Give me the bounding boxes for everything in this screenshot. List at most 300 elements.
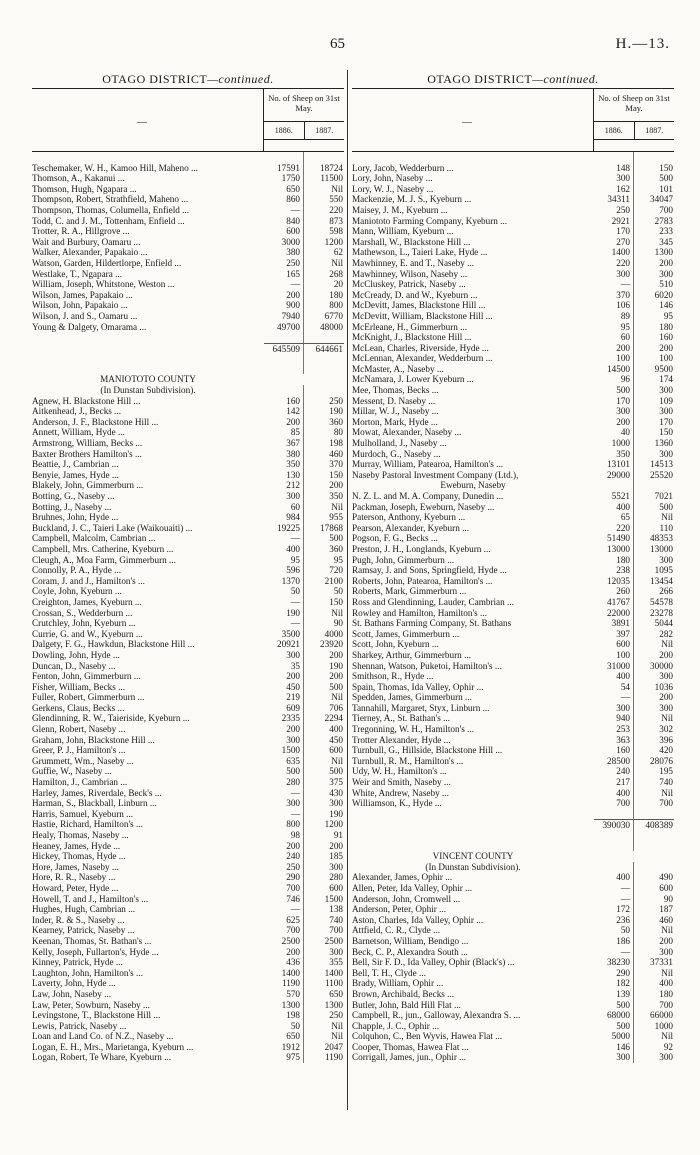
- table-row: [352, 502, 674, 513]
- sheep-1887: 300: [659, 1052, 673, 1063]
- table-row: [32, 1010, 344, 1021]
- table-row: [32, 555, 344, 566]
- owner-name: Howell, T. and J., Hamilton's ...: [32, 893, 149, 904]
- owner-name: Mulholland, J., Naseby ...: [352, 438, 447, 449]
- sheep-1887: 100: [659, 353, 673, 364]
- table-row: [352, 947, 674, 958]
- table-row: [352, 639, 674, 650]
- owner-name: Beattie, J., Cambrian ...: [32, 459, 119, 470]
- owner-name: Hughes, Hugh, Cambrian ...: [32, 904, 136, 915]
- owner-name: Brady, William, Ophir ...: [352, 978, 444, 989]
- sheep-1887: [304, 152, 344, 163]
- owner-name: McKnight, J., Blackstone Hill ...: [352, 332, 472, 343]
- sheep-1887: 400: [329, 724, 343, 735]
- sheep-1886: 17591: [264, 163, 304, 174]
- table-row: [352, 1031, 674, 1042]
- sheep-1887: 490: [659, 872, 673, 883]
- owner-name: Inder, R. & S., Naseby ...: [32, 914, 125, 925]
- owner-name: Baxter Brothers Hamilton's ...: [32, 448, 142, 459]
- sheep-1886: 19225: [264, 523, 304, 534]
- owner-name: Mee, Thomas, Becks ...: [352, 385, 439, 396]
- sheep-1887: 800: [329, 300, 343, 311]
- sheep-1887: 92: [663, 1041, 673, 1052]
- sheep-1887: 500: [659, 173, 673, 184]
- table-row: [352, 671, 674, 682]
- table-row: [32, 247, 344, 258]
- sheep-1886: 400: [594, 872, 634, 883]
- owner-name: McLean, Charles, Riverside, Hyde ...: [352, 342, 489, 353]
- sheep-1886: 100: [594, 353, 634, 364]
- sheep-1887: 300: [659, 946, 673, 957]
- sheep-1887: 500: [329, 533, 343, 544]
- sheep-1887: 1300: [324, 999, 343, 1010]
- owner-name: Rowley and Hamilton, Hamilton's ...: [352, 607, 487, 618]
- sheep-1887: Nil: [331, 607, 343, 618]
- table-row: [32, 1052, 344, 1063]
- table-row: [32, 502, 344, 513]
- sheep-1886: 570: [264, 989, 304, 1000]
- table-row: [32, 947, 344, 958]
- owner-name: Fuller, Robert, Gimmerburn ...: [32, 692, 145, 703]
- table-row: [352, 682, 674, 693]
- owner-name: Buckland, J. C., Taieri Lake (Waikouaiti) ...: [32, 522, 193, 533]
- sheep-1886: —: [594, 279, 634, 290]
- sheep-1886: 500: [594, 385, 634, 396]
- sheep-1886: 300: [594, 173, 634, 184]
- sheep-1886: 300: [264, 798, 304, 809]
- sheep-1886: 270: [594, 237, 634, 248]
- sheep-1887: 160: [659, 332, 673, 343]
- owner-name: Pogson, F. G., Becks ...: [352, 533, 438, 544]
- owner-name: Hore, James, Naseby ...: [32, 861, 119, 872]
- sheep-1887: 4000: [324, 628, 343, 639]
- sheep-1886: 1750: [264, 173, 304, 184]
- owner-name: Lory, W. J., Naseby ...: [352, 183, 434, 194]
- owner-name: Beck, C. P., Alexandra South ...: [352, 946, 468, 957]
- table-row: [32, 608, 344, 619]
- table-row: [352, 777, 674, 788]
- left-column: [32, 70, 344, 1063]
- owner-name: Weir and Smith, Naseby ...: [352, 777, 451, 788]
- sheep-1887: 18724: [320, 162, 343, 173]
- owner-name: Alexander, James, Ophir ...: [352, 872, 453, 883]
- sheep-1887: 80: [333, 427, 343, 438]
- owner-name: Law, John, Naseby ...: [32, 988, 112, 999]
- sheep-1887: 5044: [654, 618, 673, 629]
- sheep-1886: 450: [264, 682, 304, 693]
- subheading-text: (In Dunstan Subdivision).: [100, 385, 196, 396]
- sheep-1886: [264, 152, 304, 163]
- owner-name: Thomson, Hugh, Ngapara ...: [32, 183, 137, 194]
- sheep-1887: 14513: [650, 459, 673, 470]
- table-row: [32, 978, 344, 989]
- sheep-1886: 2500: [264, 936, 304, 947]
- owner-name: Scott, James, Gimmerburn ...: [352, 628, 460, 639]
- table-body: [32, 152, 344, 1063]
- table-row: [32, 459, 344, 470]
- owner-name: Hastie, Richard, Hamilton's ...: [32, 819, 143, 830]
- year-1887-header: 1887.: [645, 126, 664, 135]
- sheep-1887: 706: [329, 702, 343, 713]
- table-row: [352, 163, 674, 174]
- sheep-1887: 300: [659, 406, 673, 417]
- sheep-1887: 200: [329, 480, 343, 491]
- owner-name: Anderson, Peter, Ophir ...: [352, 904, 447, 915]
- owner-name: Connolly, P. A., Hyde ...: [32, 565, 121, 576]
- sheep-1886: 300: [594, 1052, 634, 1063]
- sheep-1886: 200: [594, 417, 634, 428]
- sheep-1887: 600: [329, 745, 343, 756]
- sheep-1886: [264, 353, 304, 364]
- sheep-1887: 200: [659, 692, 673, 703]
- sheep-1886: 240: [264, 851, 304, 862]
- sheep-1887: 200: [329, 671, 343, 682]
- sheep-count-title: No. of Sheep on 31st May.: [264, 89, 344, 122]
- sheep-1887: 1200: [324, 236, 343, 247]
- owner-name: Laverty, John, Hyde ...: [32, 978, 116, 989]
- table-row: [32, 406, 344, 417]
- owner-name: Spedden, James, Gimmerburn ...: [352, 692, 472, 703]
- right-column: [352, 70, 674, 1063]
- table-row: [32, 724, 344, 735]
- owner-name: Crossan, S., Wedderburn ...: [32, 607, 133, 618]
- owner-name: Millar, W. J., Naseby ...: [352, 406, 439, 417]
- sheep-1887: 740: [659, 777, 673, 788]
- sheep-1886: 182: [594, 978, 634, 989]
- table-row: [352, 597, 674, 608]
- owner-name: McCluskey, Patrick, Naseby ...: [352, 279, 466, 290]
- owner-name: Bell, Sir F. D., Ida Valley, Ophir (Black's) ...: [352, 957, 515, 968]
- table-row: [352, 904, 674, 915]
- owner-name: Mawhinney, Wilson, Naseby ...: [352, 268, 468, 279]
- sheep-1886: 190: [264, 608, 304, 619]
- owner-name: Armstrong, William, Becks ...: [32, 438, 143, 449]
- sheep-1886: 85: [264, 427, 304, 438]
- county-heading-text: VINCENT COUNTY: [432, 851, 514, 862]
- sheep-1887: Nil: [661, 967, 673, 978]
- sheep-1886: 212: [264, 480, 304, 491]
- table-row: [352, 385, 674, 396]
- table-row: [352, 661, 674, 672]
- sheep-1887: 720: [329, 565, 343, 576]
- sheep-1886: 400: [264, 544, 304, 555]
- owner-name: Fisher, William, Becks ...: [32, 681, 125, 692]
- table-row: [32, 417, 344, 428]
- sheep-1886: 645509: [264, 343, 304, 354]
- sheep-1887: 150: [329, 469, 343, 480]
- sheep-1886: —: [264, 279, 304, 290]
- owner-name: Creighton, James, Kyeburn ...: [32, 596, 142, 607]
- sheep-1887: 2100: [324, 575, 343, 586]
- sheep-1886: 635: [264, 756, 304, 767]
- sheep-1886: 240: [594, 766, 634, 777]
- sheep-1886: 596: [264, 565, 304, 576]
- sheep-1886: 370: [594, 290, 634, 301]
- owner-name: Corrigall, James, jun., Ophir ...: [352, 1052, 467, 1063]
- owner-name: Smithson, R., Hyde ...: [352, 671, 434, 682]
- table-row: [352, 533, 674, 544]
- owner-name: Dowling, John, Hyde ...: [32, 649, 120, 660]
- sheep-1886: 250: [264, 862, 304, 873]
- table-row: [352, 968, 674, 979]
- owner-name: Heaney, James, Hyde ...: [32, 840, 121, 851]
- table-row: [352, 417, 674, 428]
- table-row: [352, 343, 674, 354]
- owner-name: [352, 841, 594, 852]
- sheep-1887: 450: [329, 734, 343, 745]
- district-title: [352, 70, 674, 88]
- table-row: [32, 766, 344, 777]
- table-row: [32, 830, 344, 841]
- owner-name: [32, 364, 264, 375]
- sheep-1886: 609: [264, 703, 304, 714]
- sheep-1887: 146: [659, 300, 673, 311]
- sheep-1886: 840: [264, 216, 304, 227]
- sheep-1887: 500: [329, 681, 343, 692]
- total-row: [352, 819, 674, 830]
- sheep-1886: 160: [594, 745, 634, 756]
- sheep-1886: 95: [594, 322, 634, 333]
- table-row: [352, 565, 674, 576]
- sheep-1886: 40: [594, 427, 634, 438]
- owner-name: Marshall, W., Blackstone Hill ...: [352, 236, 471, 247]
- owner-name: Coram, J. and J., Hamilton's ...: [32, 575, 145, 586]
- table-row: [352, 1021, 674, 1032]
- table-row: [352, 608, 674, 619]
- owner-name: Mann, William, Kyeburn ...: [352, 226, 454, 237]
- sheep-1887: 408389: [634, 819, 674, 830]
- sheep-1887: 598: [329, 226, 343, 237]
- owner-name: Thompson, Thomas, Columella, Enfield ...: [32, 204, 190, 215]
- sheep-1887: 13000: [650, 543, 673, 554]
- owner-name: Mowat, Alexander, Naseby ...: [352, 427, 462, 438]
- sheep-1887: 48000: [320, 321, 343, 332]
- owner-name: Greer, P. J., Hamilton's ...: [32, 745, 126, 756]
- table-row: [352, 713, 674, 724]
- owner-name: Anderson, J. F., Blackstone Hill ...: [32, 416, 159, 427]
- sheep-1887: 600: [659, 882, 673, 893]
- owner-name: Walker, Alexander, Papakaio ...: [32, 247, 148, 258]
- table-row: [32, 989, 344, 1000]
- year-1886-header: 1886.: [264, 122, 305, 139]
- owner-name: Kelly, Joseph, Fullarton's, Hyde ...: [32, 946, 159, 957]
- sheep-1887: Nil: [661, 1031, 673, 1042]
- table-row: [352, 989, 674, 1000]
- owner-name: Messent, D. Naseby ...: [352, 395, 436, 406]
- table-row: [352, 205, 674, 216]
- owner-name: [32, 343, 264, 354]
- table-row: [352, 438, 674, 449]
- year-1887-header: 1887.: [315, 126, 334, 135]
- sheep-1887: 20: [333, 279, 343, 290]
- table-row: [352, 523, 674, 534]
- sheep-1886: 2921: [594, 216, 634, 227]
- sheep-1887: 180: [659, 988, 673, 999]
- owner-name: Mawhinney, E. and T., Naseby ...: [352, 257, 475, 268]
- owner-name: McErleane, H., Gimmerburn ...: [352, 321, 468, 332]
- page-code: H.—13.: [615, 36, 670, 52]
- table-row: [352, 756, 674, 767]
- sheep-1887: Nil: [661, 787, 673, 798]
- table-row: [32, 205, 344, 216]
- sheep-1886: 41767: [594, 597, 634, 608]
- sheep-1887: 700: [659, 204, 673, 215]
- name-column-header: —: [137, 117, 147, 128]
- owner-name: Harman, S., Blackball, Linburn ...: [32, 798, 157, 809]
- sheep-1887: 200: [659, 649, 673, 660]
- sheep-1887: 200: [329, 649, 343, 660]
- sheep-1886: 49700: [264, 322, 304, 333]
- owner-name: Levingstone, T., Blackstone Hill ...: [32, 1010, 161, 1021]
- sheep-1886: 300: [594, 406, 634, 417]
- owner-name: Lory, Jacob, Wedderburn ...: [352, 162, 454, 173]
- table-row: [352, 894, 674, 905]
- sheep-1886: 160: [264, 396, 304, 407]
- table-row: [352, 311, 674, 322]
- owner-name: Campbell, Mrs. Catherine, Kyeburn ...: [32, 543, 174, 554]
- table-row: [352, 576, 674, 587]
- sheep-1887: Nil: [331, 501, 343, 512]
- table-row: [352, 1042, 674, 1053]
- owner-name: Trotter, R. A., Hillgrove ...: [32, 226, 130, 237]
- sheep-1887: 190: [329, 406, 343, 417]
- sheep-1886: 200: [264, 841, 304, 852]
- table-row: [32, 798, 344, 809]
- table-row: [32, 915, 344, 926]
- owner-name: Botting, G., Naseby ...: [32, 491, 115, 501]
- owner-name: Guffie, W., Naseby ...: [32, 766, 112, 777]
- table-row: [32, 639, 344, 650]
- sheep-1886: —: [264, 904, 304, 915]
- sheep-1887: 1100: [324, 978, 343, 989]
- spacer-row: [32, 364, 344, 375]
- table-row: [32, 576, 344, 587]
- sheep-1887: 200: [659, 935, 673, 946]
- sheep-1886: 29000: [594, 470, 634, 481]
- owner-name: Campbell, Malcolm, Cambrian ...: [32, 533, 156, 544]
- sheep-1887: 170: [659, 416, 673, 427]
- sheep-1887: 300: [659, 385, 673, 396]
- sheep-1886: —: [264, 788, 304, 799]
- sheep-1887: 1095: [654, 565, 673, 576]
- sheep-1887: 400: [659, 978, 673, 989]
- owner-name: Thompson, Robert, Strathfield, Maheno ...: [32, 194, 189, 205]
- county-heading: [352, 851, 674, 862]
- table-row: [32, 427, 344, 438]
- sheep-1887: 300: [659, 554, 673, 565]
- owner-name: Healy, Thomas, Naseby ...: [32, 830, 129, 840]
- sheep-1886: 400: [594, 671, 634, 682]
- sheep-1887: 375: [329, 777, 343, 788]
- table-row: [352, 788, 674, 799]
- owner-name: Brown, Archibald, Becks ...: [352, 988, 455, 999]
- sheep-1887: 300: [659, 671, 673, 682]
- owner-name: Turnbull, R. M., Hamilton's ...: [352, 755, 464, 766]
- sheep-1886: 165: [264, 269, 304, 280]
- owner-name: Mackenzie, M. J. S., Kyeburn ...: [352, 194, 472, 205]
- table-row: [32, 533, 344, 544]
- sheep-1887: [304, 364, 344, 375]
- empty-cell-1887: [304, 385, 344, 396]
- sheep-1886: 860: [264, 194, 304, 205]
- sheep-1887: 1300: [654, 247, 673, 258]
- owner-name: [352, 152, 594, 163]
- sheep-1887: 266: [659, 586, 673, 597]
- table-row: [352, 978, 674, 989]
- sheep-1887: 91: [333, 830, 343, 840]
- table-row: [352, 925, 674, 936]
- sheep-1886: 170: [594, 396, 634, 407]
- sheep-1887: 180: [329, 289, 343, 300]
- owner-name: Teschemaker, W. H., Kamoo Hill, Maheno ...: [32, 162, 198, 173]
- owner-name: Trotter Alexander, Hyde ...: [352, 734, 451, 745]
- sheep-1887: 17868: [320, 522, 343, 533]
- sheep-1886: 650: [264, 1031, 304, 1042]
- owner-name: Paterson, Anthony, Kyeburn ...: [352, 512, 466, 523]
- sheep-1886: 95: [264, 555, 304, 566]
- table-row: [32, 1000, 344, 1011]
- sheep-1887: 37331: [650, 957, 673, 968]
- table-row: [352, 703, 674, 714]
- owner-name: St. Bathans Farming Company, St. Bathans: [352, 618, 512, 629]
- table-row: [352, 745, 674, 756]
- sheep-1887: 48353: [650, 533, 673, 544]
- sheep-1887: 300: [329, 861, 343, 872]
- table-row: [32, 470, 344, 481]
- sheep-1887: 250: [329, 1010, 343, 1021]
- sheep-1887: 1400: [324, 967, 343, 978]
- sheep-1886: 1300: [264, 1000, 304, 1011]
- table-row: [32, 936, 344, 947]
- owner-name: [32, 353, 264, 364]
- owner-name: William, Joseph, Whitstone, Weston ...: [32, 279, 175, 290]
- owner-name: Howard, Peter, Hyde ...: [32, 882, 119, 893]
- owner-name: Tannahill, Margaret, Styx, Linburn ...: [352, 702, 490, 713]
- owner-name: Packman, Joseph, Eweburn, Naseby ...: [352, 501, 495, 512]
- sheep-1887: 300: [659, 448, 673, 459]
- subheading-text: Eweburn, Naseby: [440, 480, 506, 491]
- table-header: [32, 88, 344, 152]
- owner-name: Williamson, K., Hyde ...: [352, 798, 442, 809]
- sheep-1886: 180: [594, 555, 634, 566]
- sheep-1887: 185: [329, 851, 343, 862]
- owner-name: Botting, J., Naseby ...: [32, 501, 112, 512]
- sheep-1887: 138: [329, 904, 343, 915]
- table-row: [352, 544, 674, 555]
- sheep-1886: 436: [264, 957, 304, 968]
- sheep-1886: 60: [594, 332, 634, 343]
- sheep-1887: 500: [329, 766, 343, 777]
- owner-name: Law, Peter, Sowburn, Naseby ...: [32, 999, 150, 1010]
- table-row: [32, 163, 344, 174]
- table-row: [352, 322, 674, 333]
- sheep-1886: 380: [264, 247, 304, 258]
- owner-name: Grummett, Wm., Naseby ...: [32, 755, 134, 766]
- sheep-1887: 6020: [654, 289, 673, 300]
- sheep-1886: 28500: [594, 756, 634, 767]
- sheep-1887: Nil: [661, 713, 673, 724]
- sheep-1887: 6770: [324, 310, 343, 321]
- sheep-1887: 873: [329, 215, 343, 226]
- table-row: [352, 491, 674, 502]
- sheep-1887: [634, 841, 674, 852]
- sheep-1887: 1200: [324, 819, 343, 830]
- sheep-1887: 7021: [654, 491, 673, 501]
- sheep-1887: 198: [329, 438, 343, 449]
- sheep-1886: 5000: [594, 1031, 634, 1042]
- sheep-1886: 1400: [264, 968, 304, 979]
- sheep-count-header: [593, 89, 674, 151]
